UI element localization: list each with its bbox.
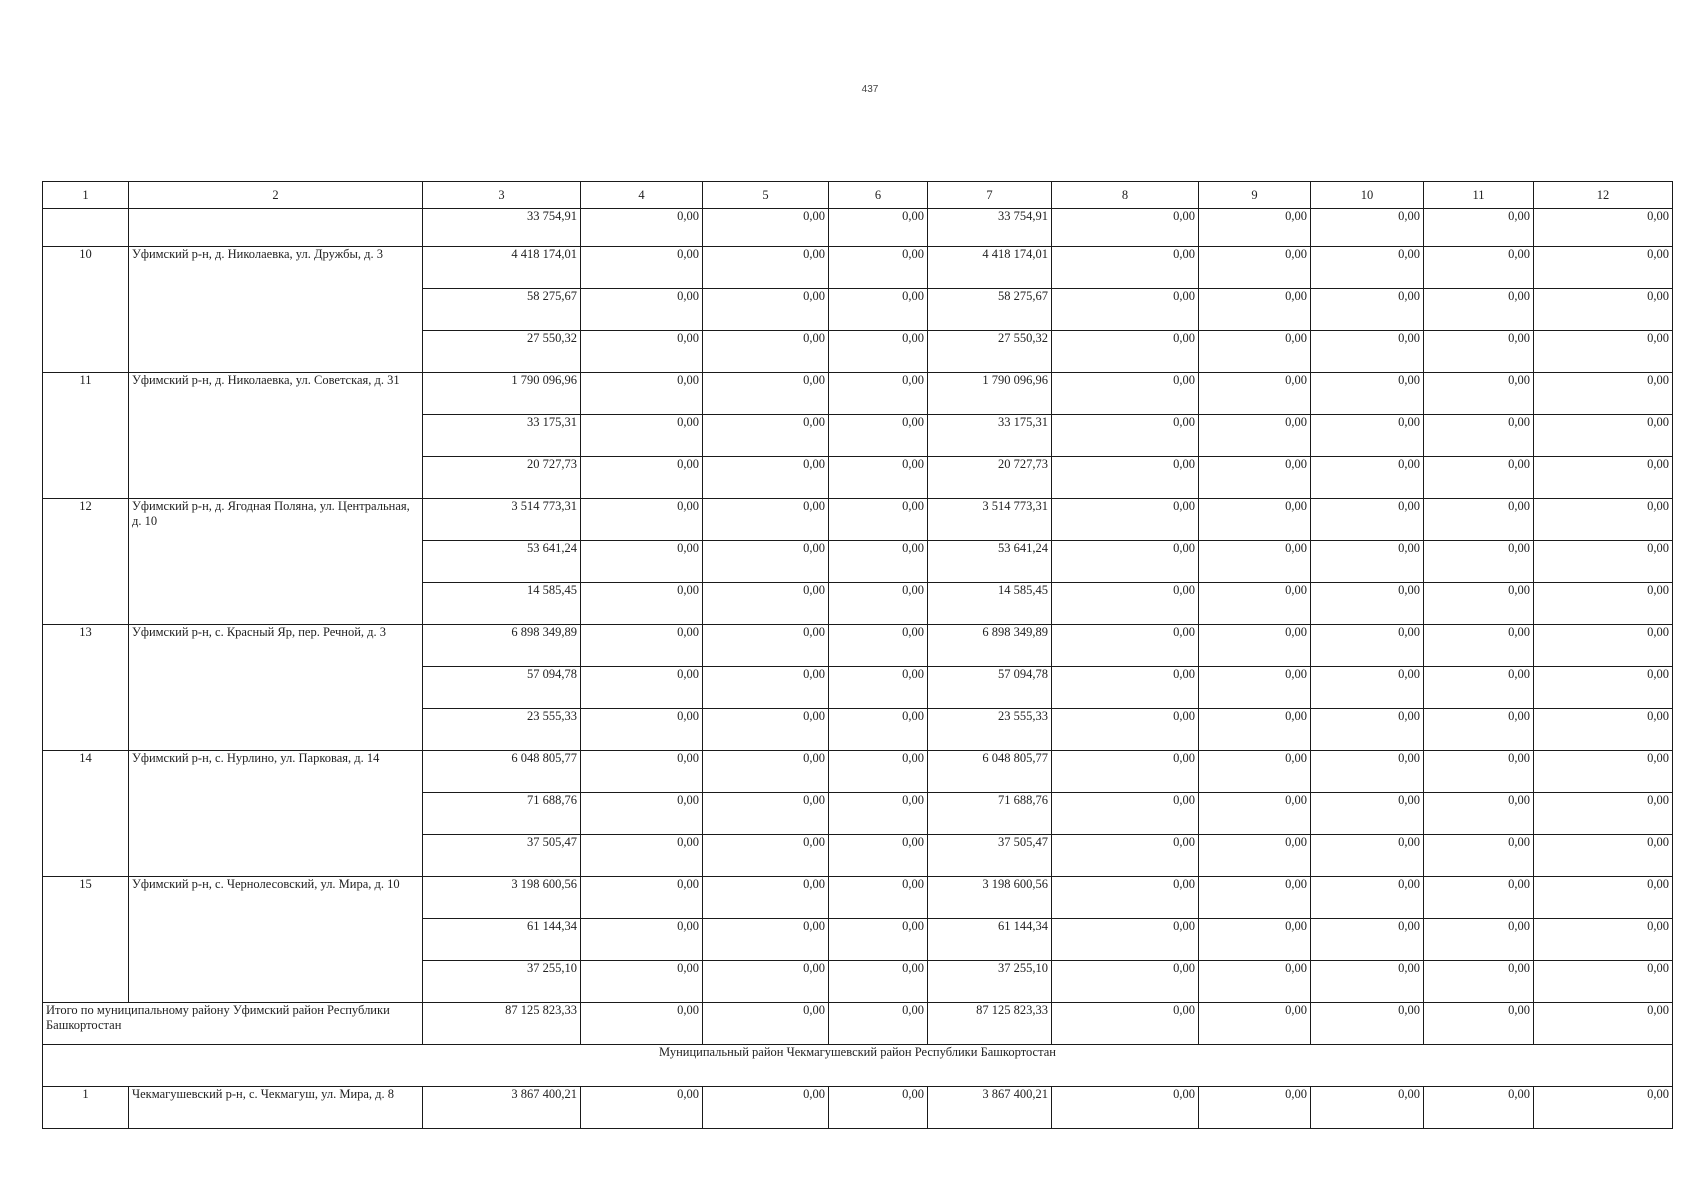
- amount-cell: 0,00: [1311, 709, 1424, 751]
- column-number-cell: 7: [928, 182, 1052, 209]
- amount-cell: 0,00: [1424, 625, 1534, 667]
- amount-cell: 0,00: [829, 625, 928, 667]
- amount-cell: 0,00: [581, 373, 703, 415]
- amount-cell: 3 867 400,21: [928, 1087, 1052, 1129]
- address-cell: Уфимский р-н, д. Николаевка, ул. Советская, д. 31: [129, 373, 423, 499]
- amount-cell: 0,00: [1424, 415, 1534, 457]
- amount-cell: 0,00: [703, 919, 829, 961]
- amount-cell: 0,00: [829, 793, 928, 835]
- amount-cell: 0,00: [1311, 877, 1424, 919]
- amount-cell: 0,00: [1534, 751, 1673, 793]
- amount-cell: 0,00: [829, 877, 928, 919]
- amount-cell: 0,00: [1534, 1087, 1673, 1129]
- amount-cell: 0,00: [829, 1087, 928, 1129]
- amount-cell: 0,00: [1199, 709, 1311, 751]
- amount-cell: 0,00: [1052, 751, 1199, 793]
- amount-cell: 0,00: [829, 667, 928, 709]
- amount-cell: 33 175,31: [928, 415, 1052, 457]
- amount-cell: 0,00: [1311, 499, 1424, 541]
- row-number-cell: 1: [43, 1087, 129, 1129]
- amount-cell: 0,00: [1424, 289, 1534, 331]
- amount-cell: 0,00: [1534, 583, 1673, 625]
- row-number-cell: 12: [43, 499, 129, 625]
- amount-cell: 27 550,32: [423, 331, 581, 373]
- amount-cell: 0,00: [1199, 415, 1311, 457]
- amount-cell: 0,00: [829, 289, 928, 331]
- total-amount-cell: 0,00: [829, 1003, 928, 1045]
- amount-cell: 0,00: [581, 877, 703, 919]
- amount-cell: 0,00: [1311, 247, 1424, 289]
- amount-cell: 23 555,33: [423, 709, 581, 751]
- amount-cell: 0,00: [1534, 415, 1673, 457]
- amount-cell: 57 094,78: [423, 667, 581, 709]
- amount-cell: 14 585,45: [928, 583, 1052, 625]
- amount-cell: 0,00: [1424, 331, 1534, 373]
- amount-cell: 0,00: [1424, 1087, 1534, 1129]
- amount-cell: 4 418 174,01: [928, 247, 1052, 289]
- amount-cell: 0,00: [1199, 289, 1311, 331]
- amount-cell: 0,00: [581, 667, 703, 709]
- amount-cell: 0,00: [829, 835, 928, 877]
- amount-cell: 0,00: [1199, 247, 1311, 289]
- amount-cell: 0,00: [703, 289, 829, 331]
- address-cell: Уфимский р-н, д. Ягодная Поляна, ул. Центральная, д. 10: [129, 499, 423, 625]
- amount-cell: 0,00: [1424, 209, 1534, 247]
- amount-cell: 0,00: [1052, 709, 1199, 751]
- amount-cell: 0,00: [703, 247, 829, 289]
- amount-cell: 0,00: [703, 209, 829, 247]
- amount-cell: 14 585,45: [423, 583, 581, 625]
- amount-cell: 0,00: [1052, 877, 1199, 919]
- row-number-cell: 11: [43, 373, 129, 499]
- column-number-cell: 12: [1534, 182, 1673, 209]
- amount-cell: 0,00: [1052, 625, 1199, 667]
- amount-cell: 0,00: [1199, 625, 1311, 667]
- amount-cell: 0,00: [1052, 835, 1199, 877]
- amount-cell: 0,00: [1311, 751, 1424, 793]
- amount-cell: 0,00: [1199, 457, 1311, 499]
- amount-cell: 0,00: [1534, 877, 1673, 919]
- amount-cell: 0,00: [1311, 961, 1424, 1003]
- row-number-cell: 15: [43, 877, 129, 1003]
- amount-cell: 0,00: [1534, 961, 1673, 1003]
- amount-cell: 0,00: [1534, 209, 1673, 247]
- amount-cell: 0,00: [1199, 961, 1311, 1003]
- column-number-cell: 3: [423, 182, 581, 209]
- amount-cell: 0,00: [1199, 373, 1311, 415]
- row-number-cell: 14: [43, 751, 129, 877]
- amount-cell: 23 555,33: [928, 709, 1052, 751]
- amount-cell: 0,00: [829, 457, 928, 499]
- amount-cell: 0,00: [581, 457, 703, 499]
- amount-cell: 0,00: [703, 457, 829, 499]
- address-cell: Уфимский р-н, с. Нурлино, ул. Парковая, д. 14: [129, 751, 423, 877]
- amount-cell: 0,00: [1052, 667, 1199, 709]
- table-row: [43, 247, 1673, 289]
- amount-cell: 71 688,76: [928, 793, 1052, 835]
- amount-cell: 0,00: [703, 667, 829, 709]
- amount-cell: 6 048 805,77: [423, 751, 581, 793]
- amount-cell: 37 505,47: [928, 835, 1052, 877]
- amount-cell: 0,00: [829, 541, 928, 583]
- row-number-cell: 13: [43, 625, 129, 751]
- amount-cell: 0,00: [581, 709, 703, 751]
- total-amount-cell: 0,00: [581, 1003, 703, 1045]
- amount-cell: 0,00: [829, 247, 928, 289]
- amount-cell: 0,00: [703, 961, 829, 1003]
- amount-cell: 0,00: [1311, 209, 1424, 247]
- total-row: [43, 1003, 1673, 1045]
- page-number: 437: [861, 84, 879, 95]
- amount-cell: 0,00: [1311, 919, 1424, 961]
- amount-cell: 1 790 096,96: [423, 373, 581, 415]
- amount-cell: 0,00: [829, 373, 928, 415]
- amount-cell: 0,00: [1199, 499, 1311, 541]
- amount-cell: 58 275,67: [928, 289, 1052, 331]
- amount-cell: 0,00: [1199, 331, 1311, 373]
- amount-cell: 0,00: [1311, 373, 1424, 415]
- amount-cell: 0,00: [1199, 793, 1311, 835]
- column-number-cell: 2: [129, 182, 423, 209]
- amount-cell: 0,00: [1052, 331, 1199, 373]
- amount-cell: 0,00: [703, 373, 829, 415]
- table-row: [43, 877, 1673, 919]
- amount-cell: 1 790 096,96: [928, 373, 1052, 415]
- amount-cell: 0,00: [829, 919, 928, 961]
- amount-cell: 0,00: [581, 499, 703, 541]
- amount-cell: 0,00: [1424, 499, 1534, 541]
- amount-cell: 0,00: [1052, 961, 1199, 1003]
- amount-cell: 0,00: [1052, 583, 1199, 625]
- amount-cell: 0,00: [703, 751, 829, 793]
- amount-cell: 20 727,73: [928, 457, 1052, 499]
- amount-cell: 0,00: [1311, 541, 1424, 583]
- amount-cell: 0,00: [1311, 331, 1424, 373]
- amount-cell: 61 144,34: [423, 919, 581, 961]
- amount-cell: 3 198 600,56: [423, 877, 581, 919]
- amount-cell: 0,00: [1199, 667, 1311, 709]
- column-number-cell: 11: [1424, 182, 1534, 209]
- amount-cell: 0,00: [1534, 667, 1673, 709]
- amount-cell: 0,00: [1424, 877, 1534, 919]
- amount-cell: 0,00: [703, 541, 829, 583]
- total-amount-cell: 87 125 823,33: [928, 1003, 1052, 1045]
- amount-cell: 0,00: [1311, 793, 1424, 835]
- amount-cell: 53 641,24: [423, 541, 581, 583]
- amount-cell: 0,00: [829, 751, 928, 793]
- amount-cell: 0,00: [1534, 919, 1673, 961]
- amount-cell: 0,00: [1534, 625, 1673, 667]
- amount-cell: 0,00: [1052, 289, 1199, 331]
- amount-cell: 0,00: [581, 583, 703, 625]
- amount-cell: 0,00: [1534, 373, 1673, 415]
- amount-cell: 6 898 349,89: [928, 625, 1052, 667]
- amount-cell: 0,00: [703, 331, 829, 373]
- table-row: [43, 625, 1673, 667]
- amount-cell: 0,00: [1052, 457, 1199, 499]
- address-cell: Уфимский р-н, с. Чернолесовский, ул. Мира, д. 10: [129, 877, 423, 1003]
- amount-cell: 58 275,67: [423, 289, 581, 331]
- amount-cell: 0,00: [1052, 499, 1199, 541]
- amount-cell: 0,00: [829, 331, 928, 373]
- amount-cell: 0,00: [1534, 331, 1673, 373]
- amount-cell: 0,00: [1534, 247, 1673, 289]
- amount-cell: 0,00: [1534, 709, 1673, 751]
- amount-cell: 0,00: [1424, 709, 1534, 751]
- amount-cell: 37 505,47: [423, 835, 581, 877]
- amount-cell: 0,00: [1199, 835, 1311, 877]
- amount-cell: 0,00: [1199, 209, 1311, 247]
- amount-cell: 0,00: [1052, 793, 1199, 835]
- amount-cell: 0,00: [1052, 373, 1199, 415]
- amount-cell: 0,00: [581, 961, 703, 1003]
- column-number-cell: 10: [1311, 182, 1424, 209]
- amount-cell: 0,00: [1311, 667, 1424, 709]
- amount-cell: 0,00: [703, 499, 829, 541]
- amount-cell: 0,00: [703, 793, 829, 835]
- total-amount-cell: 0,00: [1534, 1003, 1673, 1045]
- amount-cell: 0,00: [1424, 751, 1534, 793]
- amount-cell: 0,00: [1199, 751, 1311, 793]
- table-row: [43, 499, 1673, 541]
- amount-cell: 0,00: [703, 415, 829, 457]
- amount-cell: 0,00: [703, 1087, 829, 1129]
- address-cell: Уфимский р-н, д. Николаевка, ул. Дружбы, д. 3: [129, 247, 423, 373]
- amount-cell: 20 727,73: [423, 457, 581, 499]
- amount-cell: 0,00: [1052, 415, 1199, 457]
- section-heading-row: [43, 1045, 1673, 1087]
- amount-cell: 0,00: [829, 961, 928, 1003]
- amount-cell: 0,00: [581, 541, 703, 583]
- address-cell: Чекмагушевский р-н, с. Чекмагуш, ул. Мира, д. 8: [129, 1087, 423, 1129]
- table-row: [43, 751, 1673, 793]
- amount-cell: 57 094,78: [928, 667, 1052, 709]
- amount-cell: 33 754,91: [423, 209, 581, 247]
- amount-cell: 6 048 805,77: [928, 751, 1052, 793]
- amount-cell: 0,00: [829, 499, 928, 541]
- amount-cell: 0,00: [1311, 457, 1424, 499]
- column-number-cell: 8: [1052, 182, 1199, 209]
- amount-cell: 0,00: [1424, 793, 1534, 835]
- amount-cell: 0,00: [581, 625, 703, 667]
- amount-cell: 0,00: [1199, 877, 1311, 919]
- amount-cell: 0,00: [829, 415, 928, 457]
- amount-cell: 3 198 600,56: [928, 877, 1052, 919]
- column-number-cell: 9: [1199, 182, 1311, 209]
- amount-cell: 0,00: [1052, 1087, 1199, 1129]
- amount-cell: 0,00: [1311, 625, 1424, 667]
- amount-cell: 0,00: [581, 289, 703, 331]
- amount-cell: 71 688,76: [423, 793, 581, 835]
- amount-cell: 0,00: [581, 415, 703, 457]
- amount-cell: 0,00: [1424, 835, 1534, 877]
- amount-cell: 61 144,34: [928, 919, 1052, 961]
- amount-cell: 3 867 400,21: [423, 1087, 581, 1129]
- total-amount-cell: 0,00: [1199, 1003, 1311, 1045]
- amount-cell: 0,00: [1534, 289, 1673, 331]
- amount-cell: 0,00: [1424, 583, 1534, 625]
- amount-cell: 0,00: [581, 835, 703, 877]
- capital-repair-table: [42, 181, 1673, 1129]
- amount-cell: 0,00: [703, 709, 829, 751]
- amount-cell: 0,00: [1534, 793, 1673, 835]
- amount-cell: 0,00: [1311, 583, 1424, 625]
- amount-cell: 0,00: [1424, 961, 1534, 1003]
- column-number-row: [43, 182, 1673, 209]
- amount-cell: 0,00: [1424, 919, 1534, 961]
- amount-cell: 0,00: [829, 583, 928, 625]
- amount-cell: 37 255,10: [928, 961, 1052, 1003]
- amount-cell: 0,00: [581, 793, 703, 835]
- table-row: [43, 1087, 1673, 1129]
- amount-cell: 0,00: [1424, 373, 1534, 415]
- row-number-cell: [43, 209, 129, 247]
- amount-cell: 0,00: [1199, 541, 1311, 583]
- amount-cell: 0,00: [1311, 835, 1424, 877]
- column-number-cell: 1: [43, 182, 129, 209]
- total-amount-cell: 0,00: [1424, 1003, 1534, 1045]
- amount-cell: 0,00: [1311, 415, 1424, 457]
- amount-cell: 0,00: [1424, 667, 1534, 709]
- section-title: Муниципальный район Чекмагушевский район Республики Башкортостан: [43, 1045, 1673, 1087]
- amount-cell: 0,00: [703, 877, 829, 919]
- total-amount-cell: 87 125 823,33: [423, 1003, 581, 1045]
- amount-cell: 6 898 349,89: [423, 625, 581, 667]
- address-cell: Уфимский р-н, с. Красный Яр, пер. Речной, д. 3: [129, 625, 423, 751]
- amount-cell: 0,00: [703, 583, 829, 625]
- total-label: Итого по муниципальному району Уфимский район Республики Башкортостан: [43, 1003, 423, 1045]
- amount-cell: 0,00: [581, 209, 703, 247]
- table-row: [43, 209, 1673, 247]
- amount-cell: 0,00: [1052, 209, 1199, 247]
- amount-cell: 0,00: [1534, 457, 1673, 499]
- amount-cell: 0,00: [703, 835, 829, 877]
- amount-cell: 0,00: [1534, 541, 1673, 583]
- total-amount-cell: 0,00: [1311, 1003, 1424, 1045]
- table-row: [43, 373, 1673, 415]
- amount-cell: 0,00: [581, 1087, 703, 1129]
- amount-cell: 27 550,32: [928, 331, 1052, 373]
- amount-cell: 0,00: [1424, 247, 1534, 289]
- amount-cell: 4 418 174,01: [423, 247, 581, 289]
- amount-cell: 0,00: [1534, 499, 1673, 541]
- amount-cell: 33 175,31: [423, 415, 581, 457]
- column-number-cell: 5: [703, 182, 829, 209]
- amount-cell: 0,00: [581, 331, 703, 373]
- amount-cell: 37 255,10: [423, 961, 581, 1003]
- amount-cell: 0,00: [1052, 919, 1199, 961]
- row-number-cell: 10: [43, 247, 129, 373]
- amount-cell: 0,00: [1534, 835, 1673, 877]
- amount-cell: 3 514 773,31: [423, 499, 581, 541]
- amount-cell: 0,00: [1199, 583, 1311, 625]
- amount-cell: 0,00: [1424, 541, 1534, 583]
- amount-cell: 0,00: [581, 919, 703, 961]
- total-amount-cell: 0,00: [703, 1003, 829, 1045]
- amount-cell: 0,00: [829, 209, 928, 247]
- column-number-cell: 6: [829, 182, 928, 209]
- amount-cell: 0,00: [1052, 247, 1199, 289]
- amount-cell: 0,00: [581, 751, 703, 793]
- amount-cell: 0,00: [829, 709, 928, 751]
- amount-cell: 0,00: [1311, 289, 1424, 331]
- amount-cell: 0,00: [703, 625, 829, 667]
- amount-cell: 0,00: [581, 247, 703, 289]
- amount-cell: 53 641,24: [928, 541, 1052, 583]
- amount-cell: 33 754,91: [928, 209, 1052, 247]
- amount-cell: 0,00: [1424, 457, 1534, 499]
- address-cell: [129, 209, 423, 247]
- column-number-cell: 4: [581, 182, 703, 209]
- amount-cell: 0,00: [1199, 1087, 1311, 1129]
- amount-cell: 0,00: [1311, 1087, 1424, 1129]
- amount-cell: 3 514 773,31: [928, 499, 1052, 541]
- amount-cell: 0,00: [1199, 919, 1311, 961]
- amount-cell: 0,00: [1052, 541, 1199, 583]
- total-amount-cell: 0,00: [1052, 1003, 1199, 1045]
